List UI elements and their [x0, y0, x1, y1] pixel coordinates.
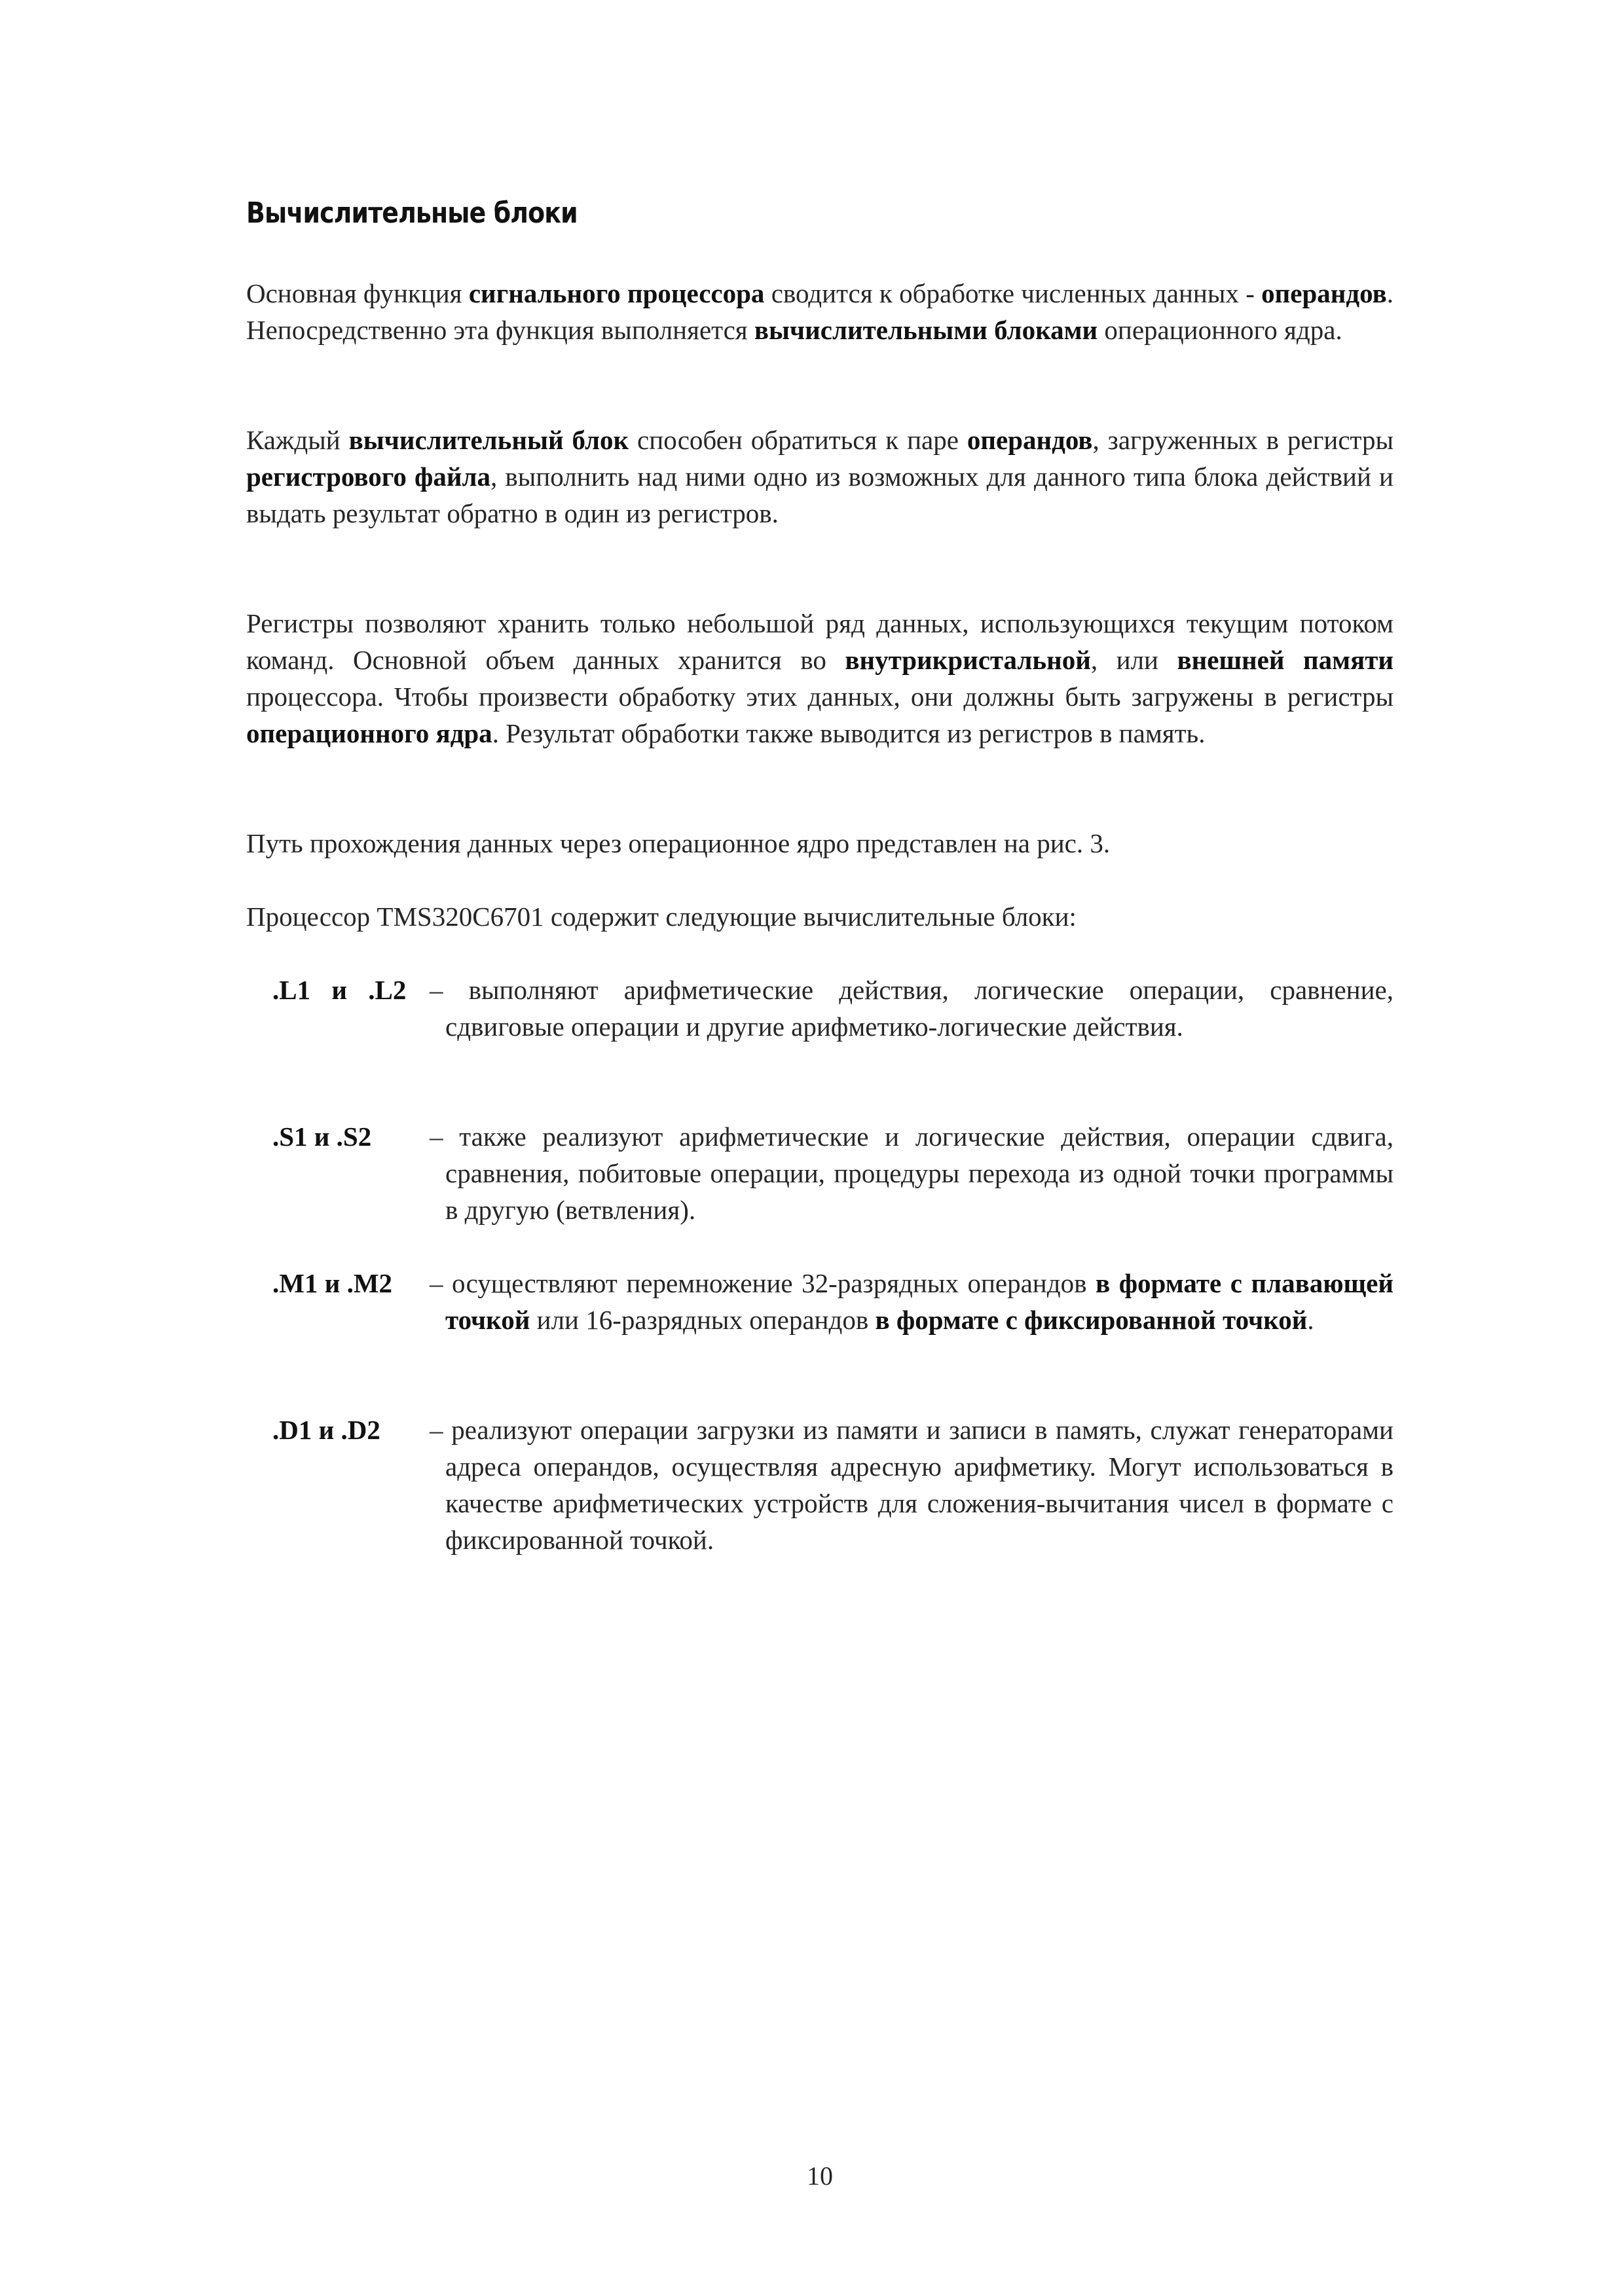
term-operands: операндов — [967, 425, 1093, 455]
section-heading: Вычислительные блоки — [246, 196, 578, 230]
unit-s-description — [272, 1118, 1393, 1228]
unit-m-term: .M1 и .M2 — [272, 1268, 393, 1298]
text-run: Каждый — [246, 425, 349, 455]
unit-l-term: .L1 и .L2 — [272, 975, 407, 1005]
term-floating-point: в формате с плавающей точкой — [445, 1268, 1393, 1335]
paragraph-main-function — [246, 275, 1393, 348]
unit-s-term: .S1 и .S2 — [272, 1121, 372, 1152]
term-external-memory: внешней памяти — [1177, 645, 1394, 675]
text-run: . Результат обработки также выводится из регистров в память. — [492, 718, 1206, 748]
text-run: Регистры позволяют хранить только небольшой ряд данных, использующихся текущим потоком команд. Основной объем данных хранится во — [246, 608, 1393, 675]
document-page — [246, 0, 1393, 2296]
unit-m-description — [272, 1265, 1393, 1338]
text-run: , выполнить над ними одно из возможных для данного типа блока действий и выдать результат обратно в один из регистров. — [246, 462, 1394, 528]
text-run: , загруженных в регистры — [1092, 425, 1393, 455]
text-run: – выполняют арифметические действия, логические операции, сравнение, сдвиговые операции и другие арифметико-логические действия. — [430, 975, 1393, 1042]
unit-s-definition — [272, 1118, 1393, 1228]
page-number: 10 — [807, 2161, 833, 2191]
term-operands: операндов — [1261, 278, 1387, 308]
paragraph-processor: Процессор TMS320C6701 содержит следующие вычислительные блоки: — [246, 902, 1077, 932]
unit-m-definition — [272, 1265, 1393, 1338]
paragraph-data-path: Путь прохождения данных через операционное ядро представлен на рис. 3. — [246, 828, 1111, 858]
unit-d-definition — [272, 1412, 1393, 1558]
text-run: – также реализуют арифметические и логические действия, операции сдвига, сравнения, побитовые операции, процедуры перехода из одной точки программы в другую (ветвления). — [430, 1121, 1393, 1225]
term-signal-processor: сигнального процессора — [468, 278, 765, 308]
text-run: , или — [1090, 645, 1177, 675]
text-run: Основная функция — [246, 278, 469, 308]
text-run: способен обратиться к паре — [629, 425, 967, 455]
text-run: сводится к обработке численных данных - — [764, 278, 1262, 308]
paragraph-registers — [246, 605, 1393, 752]
term-register-file: регистрового файла — [246, 462, 490, 492]
unit-d-description — [272, 1412, 1393, 1558]
text-run: . Непосредственно эта функция выполняется — [246, 278, 1393, 345]
text-run: операционного ядра. — [1098, 315, 1342, 345]
term-compute-unit: вычислительный блок — [348, 425, 629, 455]
text-run: – осуществляют перемножение 32-разрядных операндов — [430, 1268, 1096, 1298]
unit-d-term: .D1 и .D2 — [272, 1415, 380, 1445]
text-run: процессора. Чтобы произвести обработку этих данных, они должны быть загружены в регистры — [246, 682, 1393, 712]
term-on-chip: внутрикристальной — [845, 645, 1091, 675]
unit-l-description — [272, 972, 1393, 1045]
term-core: операционного ядра — [246, 718, 492, 748]
paragraph-compute-unit — [246, 422, 1393, 532]
text-run: или 16-разрядных операндов — [530, 1305, 876, 1335]
text-run: . — [1307, 1305, 1314, 1335]
term-compute-units: вычислительными блоками — [754, 315, 1098, 345]
term-fixed-point: в формате с фиксированной точкой — [875, 1305, 1308, 1335]
unit-l-definition — [272, 972, 1393, 1045]
text-run: – реализуют операции загрузки из памяти и записи в память, служат генераторами адреса операндов, осуществляя адресную арифметику. Могут использоваться в качестве арифметических устройств для сложения-вычитания чисел в формате с фиксированной точкой. — [430, 1415, 1393, 1555]
